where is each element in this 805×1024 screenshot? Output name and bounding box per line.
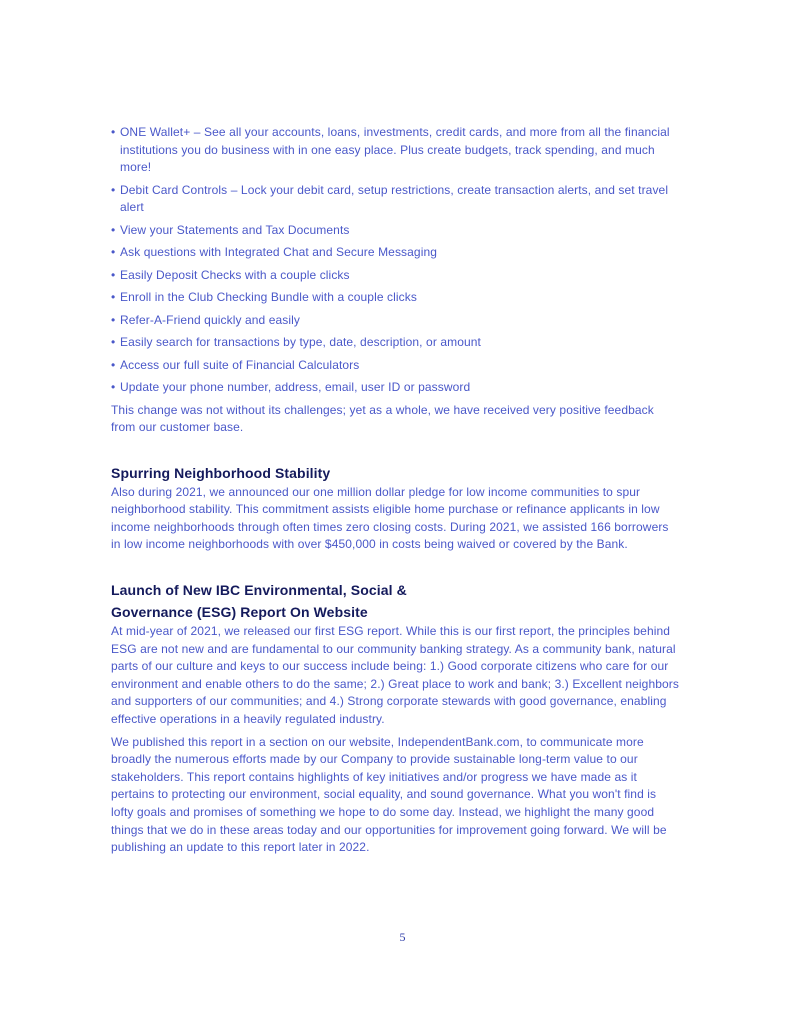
feature-list [111,124,681,397]
bullet-icon: • [111,312,116,327]
list-item [111,124,681,177]
bullet-icon: • [111,222,116,237]
list-item-text: Debit Card Controls – Lock your debit card, setup restrictions, create transaction alerts, and set travel alert [120,182,669,214]
list-item [111,289,681,307]
bullet-icon: • [111,290,116,304]
list-item-text: Refer-A-Friend quickly and easily [120,312,301,327]
list-item [111,334,681,352]
esg-heading [111,579,681,623]
bullet-icon: • [111,182,116,197]
list-item [111,182,681,217]
esg-paragraph-2: We published this report in a section on our website, IndependentBank.com, to communicate more broadly the numerous efforts made by our Company to provide sustainable long-term value to our stakeholders. This report contains highlights of key initiatives and/or progress we have made as it pertains to protecting our environment, social equality, and sound governance. What you won't find is lofty goals and promises of something we hope to do some day. Instead, we highlight the many good things that we do in these areas today and our opportunities for improvement going forward. We will be publishing an update to this report later in 2022. [111,734,667,855]
esg-paragraph-1: At mid-year of 2021, we released our first ESG report. While this is our first report, the principles behind ESG are not new and are fundamental to our community banking strategy. As a community bank, natural parts of our culture and keys to our success include being: 1.) Good corporate citizens who care for our environment and enable others to do the same; 2.) Great place to work and bank; 3.) Excellent neighbors and supporters of our communities; and 4.) Strong corporate stewards with good governance, enabling effective operations in a heavily regulated industry. [111,624,679,727]
list-item [111,312,681,330]
bullet-icon: • [111,357,116,372]
spacer [111,559,681,579]
bullet-icon: • [111,335,116,349]
esg-heading-line1: Launch of New IBC Environmental, Social & [111,582,407,599]
list-item [111,267,681,285]
bullet-icon: • [111,125,116,139]
list-item-text: Access our full suite of Financial Calculators [120,357,360,372]
list-item [111,357,681,375]
list-item [111,379,681,397]
list-item-text: Ask questions with Integrated Chat and Secure Messaging [120,245,438,259]
list-item [111,222,681,240]
list-item-text: Easily search for transactions by type, date, description, or amount [120,335,481,349]
spacer [111,442,681,462]
list-item-text: ONE Wallet+ – See all your accounts, loans, investments, credit cards, and more from all the financial institutions you do business with in one easy place. Plus create budgets, track spending, and much more! [120,125,670,174]
list-item-text: Enroll in the Club Checking Bundle with a couple clicks [120,290,417,304]
neighborhood-paragraph: Also during 2021, we announced our one million dollar pledge for low income communities to spur neighborhood stability. This commitment assists eligible home purchase or refinance applicants in low income neighborhoods through often times zero closing costs. During 2021, we assisted 166 borrowers in low income neighborhoods with over $450,000 in costs being waived or covered by the Bank. [111,484,669,552]
esg-heading-line2: Governance (ESG) Report On Website [111,604,368,621]
list-item [111,244,681,262]
intro-paragraph: This change was not without its challenges; yet as a whole, we have received very positive feedback from our customer base. [111,402,654,435]
list-item-text: Easily Deposit Checks with a couple clicks [120,267,350,282]
bullet-icon: • [111,380,116,394]
list-item-text: Update your phone number, address, email, user ID or password [120,380,471,394]
neighborhood-heading: Spurring Neighborhood Stability [111,464,331,481]
bullet-icon: • [111,245,116,259]
bullet-icon: • [111,267,116,282]
list-item-text: View your Statements and Tax Documents [120,222,350,237]
page-content [111,124,681,862]
page-number: 5 [399,930,406,944]
